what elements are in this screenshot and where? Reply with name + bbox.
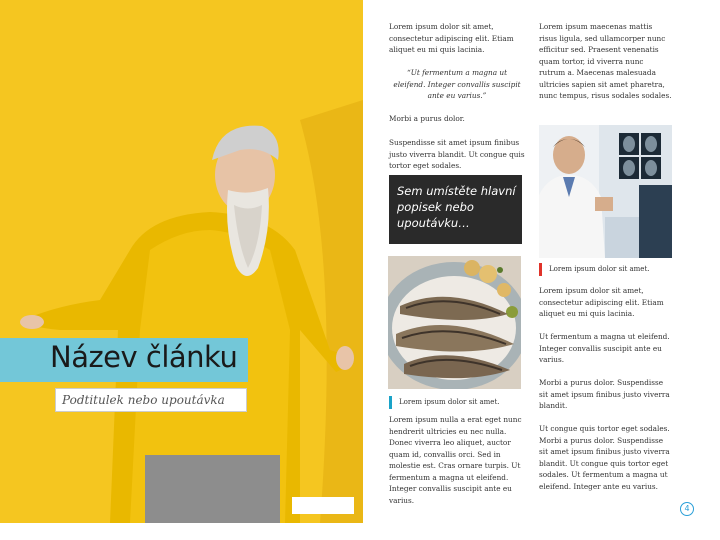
doctor-photo (539, 125, 672, 258)
col2-para5: Ut congue quis tortor eget sodales. Morbi a purus dolor. Suspendisse sit amet ipsum finibus justo viverra blandit. Ut congue quis tortor eget sodales. Ut fermentum a magna ut eleifend. Integer ante eu varius. (539, 424, 670, 491)
col2-para3: Ut fermentum a magna ut eleifend. Integer convallis suscipit ante eu varius. (539, 332, 670, 364)
fish-caption: Lorem ipsum dolor sit amet. (399, 398, 500, 406)
article-title: Název článku (50, 340, 238, 374)
col2-para2: Lorem ipsum dolor sit amet, consectetur adipiscing elit. Etiam aliquet eu mi quis lacinia. (539, 286, 664, 318)
white-rect (292, 497, 354, 514)
doctor-caption: Lorem ipsum dolor sit amet. (549, 265, 650, 273)
col1-para2: Morbi a purus dolor. (389, 114, 465, 123)
col1-para3: Suspendisse sit amet ipsum finibus justo viverra blandit. Ut congue quis tortor eget sodales. (389, 138, 525, 170)
hero-photo (0, 0, 363, 523)
col1-quote: “Ut fermentum a magna ut eleifend. Integer convallis suscipit ante eu varius.” (393, 68, 521, 100)
col1-para4: Lorem ipsum nulla a erat eget nunc hendrerit ultricies eu nec nulla. Donec viverra leo aliquet, auctor quam id, convallis orci. Sed in molestie est. Cras ornare turpis. Ut fermentum a magna ut eleifend. Integer convallis suscipit ante eu varius. (389, 415, 522, 505)
col1-intro: Lorem ipsum dolor sit amet, consectetur adipiscing elit. Etiam aliquet eu mi quis lacinia. (389, 22, 514, 54)
col2-intro: Lorem ipsum maecenas mattis risus ligula, sed ullamcorper nunc efficitur sed. Praesent venenatis quam tortor, id viverra nunc rutrum a. Maecenas malesuada ultricies sapien sit amet pharetra, nunc tempus, risus sodales sodales. (539, 22, 672, 100)
caption-bar (389, 396, 392, 409)
page-number: 4 (680, 502, 694, 516)
article-subtitle: Podtitulek nebo upoutávka (62, 393, 225, 407)
caption-bar (539, 263, 542, 276)
col2-para4: Morbi a purus dolor. Suspendisse sit amet ipsum finibus justo viverra blandit. (539, 378, 670, 410)
pullquote-text: Sem umístěte hlavní popisek nebo upoutávku… (397, 184, 516, 230)
fish-photo (388, 256, 521, 389)
